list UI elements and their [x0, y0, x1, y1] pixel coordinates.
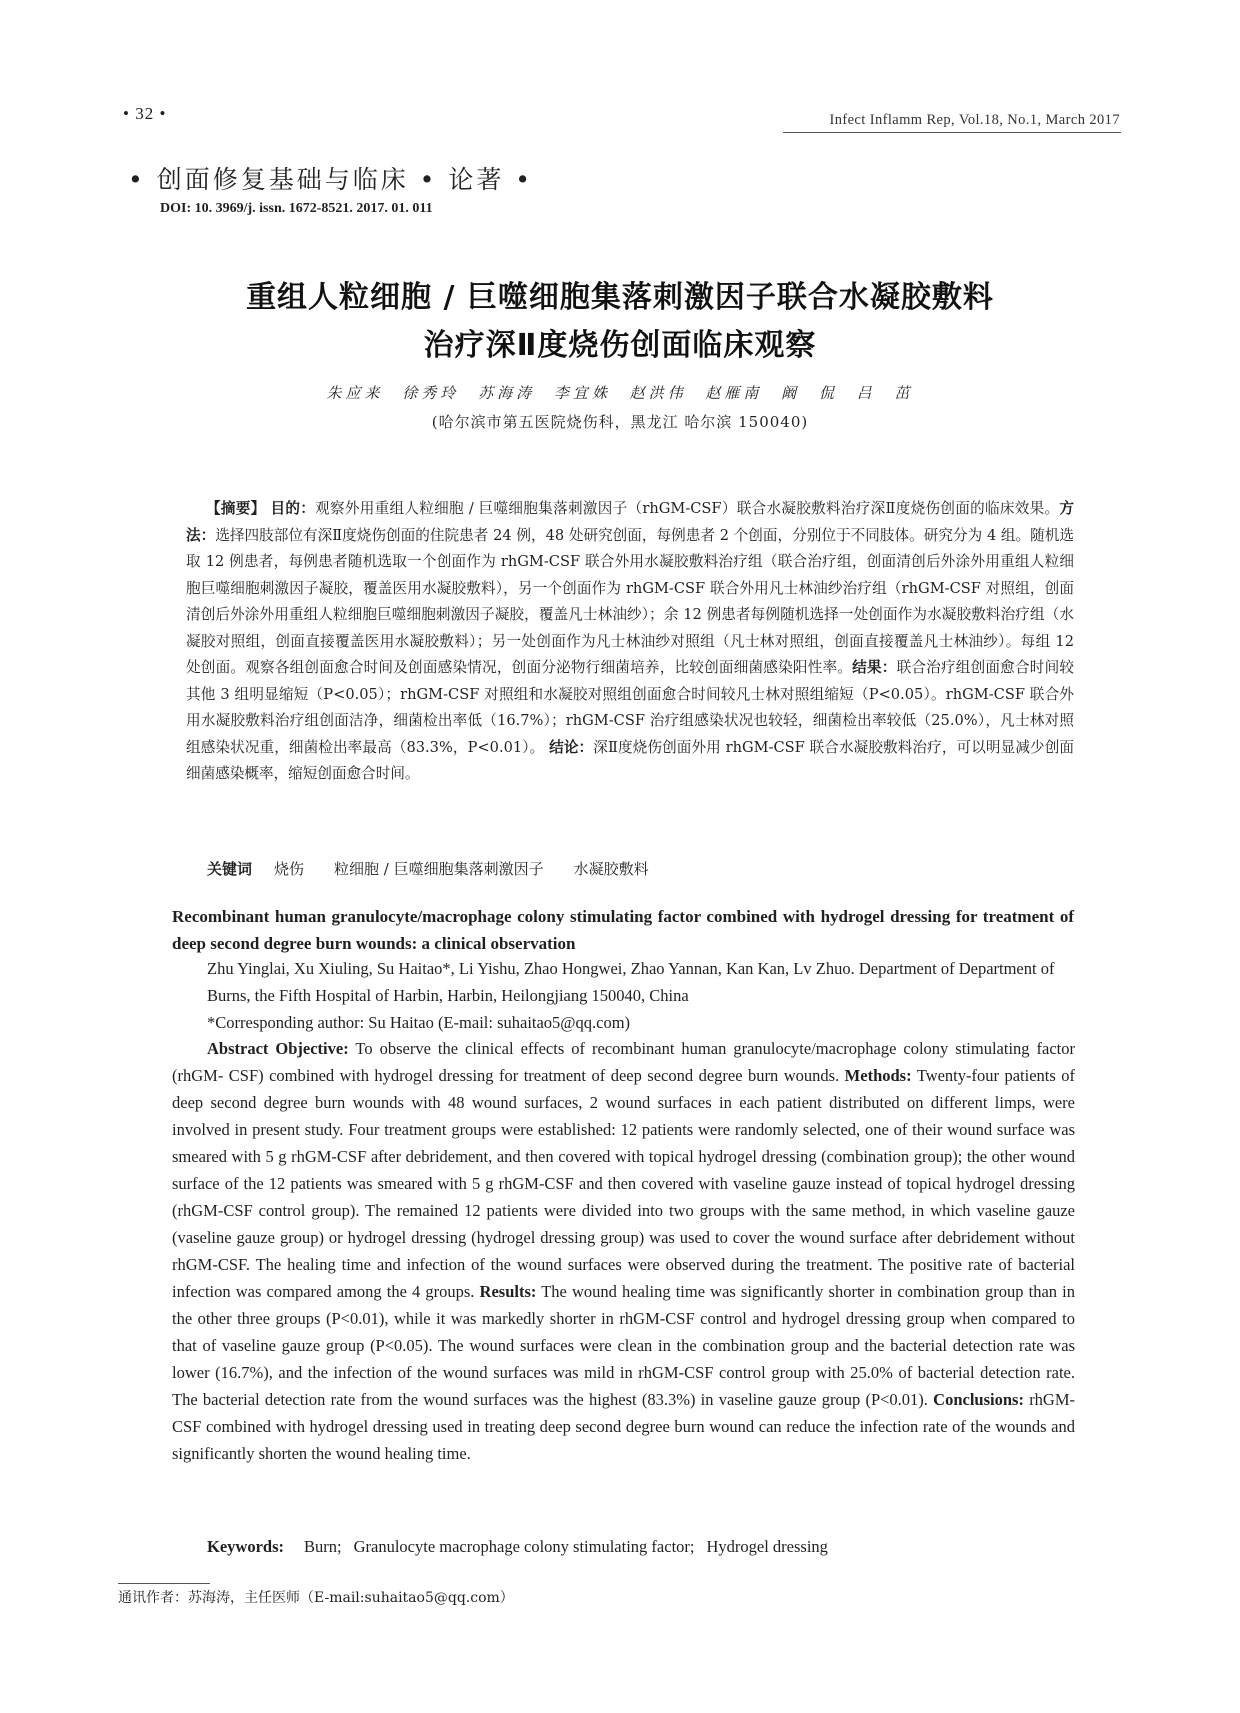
- keywords-cn: [207, 858, 679, 879]
- title-cn-line1: 重组人粒细胞 / 巨噬细胞集落刺激因子联合水凝胶敷料: [246, 280, 994, 315]
- page-number: • 32 •: [123, 104, 167, 123]
- conclusions-en: rhGM-CSF combined with hydrogel dressing used in treating deep second degree burn wound can reduce the infection rate of the wounds and significantly shorten the wound healing time.: [172, 1390, 1076, 1463]
- header-rule: [783, 132, 1121, 133]
- methods-en-label: Methods:: [844, 1066, 912, 1085]
- journal-citation: Infect Inflamm Rep, Vol.18, No.1, March 2017: [829, 112, 1120, 128]
- methods-cn-label: 方法：: [186, 500, 1074, 544]
- keywords-cn-label: 关键词: [207, 860, 253, 878]
- authors-cn: 朱应来 徐秀玲 苏海涛 李宜姝 赵洪伟 赵雁南 阚 侃 吕 茁: [326, 384, 914, 402]
- conclusions-en-label: Conclusions:: [933, 1390, 1024, 1409]
- abstract-en: [172, 1035, 1075, 1467]
- methods-en: Twenty-four patients of deep second degree burn wounds with 48 wound surfaces, 2 wound surfaces in each patient distributed on different limps, were involved in present study. Four treatment groups were established: 12 patients were randomly selected, one of their wound surface was smeared with 5 g rhGM-CSF after debridement, and then covered with topical hydrogel dressing (combination group); the other wound surface of the 12 patients was smeared with 5 g rhGM-CSF and then covered with vaseline gauze instead of topical hydrogel dressing (rhGM-CSF control group). The remained 12 patients were divided into two groups with the same method, in which vaseline gauze (vaseline gauze group) or hydrogel dressing (hydrogel dressing group) was used to cover the wound surface after debridement without rhGM-CSF. The healing time and infection of the wound surfaces were observed during the treatment. The positive rate of bacterial infection was compared among the 4 groups.: [172, 1066, 1075, 1301]
- results-cn-label: 结果：: [852, 659, 897, 676]
- objective-cn-label: 目的：: [270, 500, 316, 517]
- objective-en: To observe the clinical effects of recombinant human granulocyte/macrophage colony stimulating factor (rhGM- CSF) combined with hydrogel dressing for treatment of deep second degree burn wounds.: [172, 1039, 1076, 1085]
- conclusion-cn-label: 结论：: [549, 738, 594, 756]
- title-en: Recombinant human granulocyte/macrophage colony stimulating factor combined with hydrogel dressing for treatment of deep second degree burn wounds: a clinical observation: [172, 907, 1074, 953]
- keyword-cn: 烧伤: [274, 860, 305, 878]
- keyword-en: Hydrogel dressing: [706, 1537, 828, 1556]
- results-en: The wound healing time was significantly shorter in combination group than in the other three groups (P<0.01), while it was markedly shorter in rhGM-CSF control and hydrogel dressing group when compared to that of vaseline gauze group (P<0.05). The wound surfaces were clean in the combination group and the bacterial detection rate was lower (16.7%), and the infection of the wound surfaces was mild in rhGM-CSF control group with 25.0% of bacterial detection rate. The bacterial detection rate from the wound surfaces was the highest (83.3%) in vaseline gauze group (P<0.01).: [172, 1282, 1075, 1409]
- results-cn: 联合治疗组创面愈合时间较其他 3 组明显缩短（P<0.05）；rhGM-CSF 对照组和水凝胶对照组创面愈合时间较凡士林对照组缩短（P<0.05）。rhGM-CSF 联合外用水凝胶敷料治疗组创面洁净，细菌检出率低（16.7%）；rhGM-CSF 治疗组感染状况也较轻，细菌检出率较低（25.0%），凡士林对照组感染状况重，细菌检出率最高（83.3%，P<0.01）。: [186, 659, 1074, 756]
- abstract-cn-label: 【摘要】: [206, 500, 266, 517]
- title-cn-line2: 治疗深Ⅱ度烧伤创面临床观察: [423, 328, 817, 363]
- objective-en-label: Abstract Objective:: [207, 1039, 349, 1058]
- objective-cn: 观察外用重组人粒细胞 / 巨噬细胞集落刺激因子（rhGM-CSF）联合水凝胶敷料治疗深Ⅱ度烧伤创面的临床效果。: [315, 500, 1060, 517]
- footnote-rule: [118, 1583, 210, 1584]
- footnote: 通讯作者：苏海涛，主任医师（E-mail:suhaitao5@qq.com）: [118, 1590, 514, 1606]
- keywords-en-label: Keywords:: [207, 1537, 284, 1556]
- methods-cn: 选择四肢部位有深Ⅱ度烧伤创面的住院患者 24 例，48 处研究创面，每例患者 2 个创面，分别位于不同肢体。研究分为 4 组。随机选取 12 例患者，每例患者随机选取一个创面作为 rhGM-CSF 联合外用水凝胶敷料治疗组（联合治疗组，创面清创后外涂外用重组人粒细胞巨噬细胞刺激因子凝胶，覆盖医用水凝胶敷料），另一个创面作为 rhGM-CSF 联合外用凡士林油纱治疗组（rhGM-CSF 对照组，创面清创后外涂外用重组人粒细胞巨噬细胞刺激因子凝胶，覆盖凡士林油纱）；余 12 例患者每例随机选择一处创面作为水凝胶敷料治疗组（水凝胶对照组，创面直接覆盖医用水凝胶敷料）；另一处创面作为凡士林油纱对照组（凡士林对照组，创面直接覆盖凡士林油纱）。每组 12 处创面。观察各组创面愈合时间及创面感染情况，创面分泌物行细菌培养，比较创面细菌感染阳性率。: [186, 526, 1074, 676]
- column-heading: • 创面修复基础与临床 • 论著 •: [128, 165, 534, 194]
- corresponding-author-en: *Corresponding author: Su Haitao (E-mail: suhaitao5@qq.com): [207, 1013, 631, 1032]
- abstract-cn: [186, 496, 1074, 788]
- authors-en: Zhu Yinglai, Xu Xiuling, Su Haitao*, Li Yishu, Zhao Hongwei, Zhao Yannan, Kan Kan, Lv Zhuo. Department of Department of Burns, the Fifth Hospital of Harbin, Harbin, Heilongjiang 150040, China: [207, 959, 1055, 1005]
- conclusion-cn: 深Ⅱ度烧伤创面外用 rhGM-CSF 联合水凝胶敷料治疗，可以明显减少创面细菌感染概率，缩短创面愈合时间。: [186, 738, 1075, 782]
- keywords-en: [207, 1537, 840, 1557]
- keyword-en: Granulocyte macrophage colony stimulating factor;: [353, 1537, 695, 1556]
- results-en-label: Results:: [479, 1282, 537, 1301]
- affiliation-cn: (哈尔滨市第五医院烧伤科，黑龙江 哈尔滨 150040): [431, 413, 809, 431]
- keyword-cn: 粒细胞 / 巨噬细胞集落刺激因子: [334, 860, 544, 878]
- doi: DOI: 10. 3969/j. issn. 1672-8521. 2017. 01. 011: [160, 201, 433, 216]
- keyword-en: Burn;: [304, 1537, 342, 1556]
- keyword-cn: 水凝胶敷料: [573, 860, 649, 878]
